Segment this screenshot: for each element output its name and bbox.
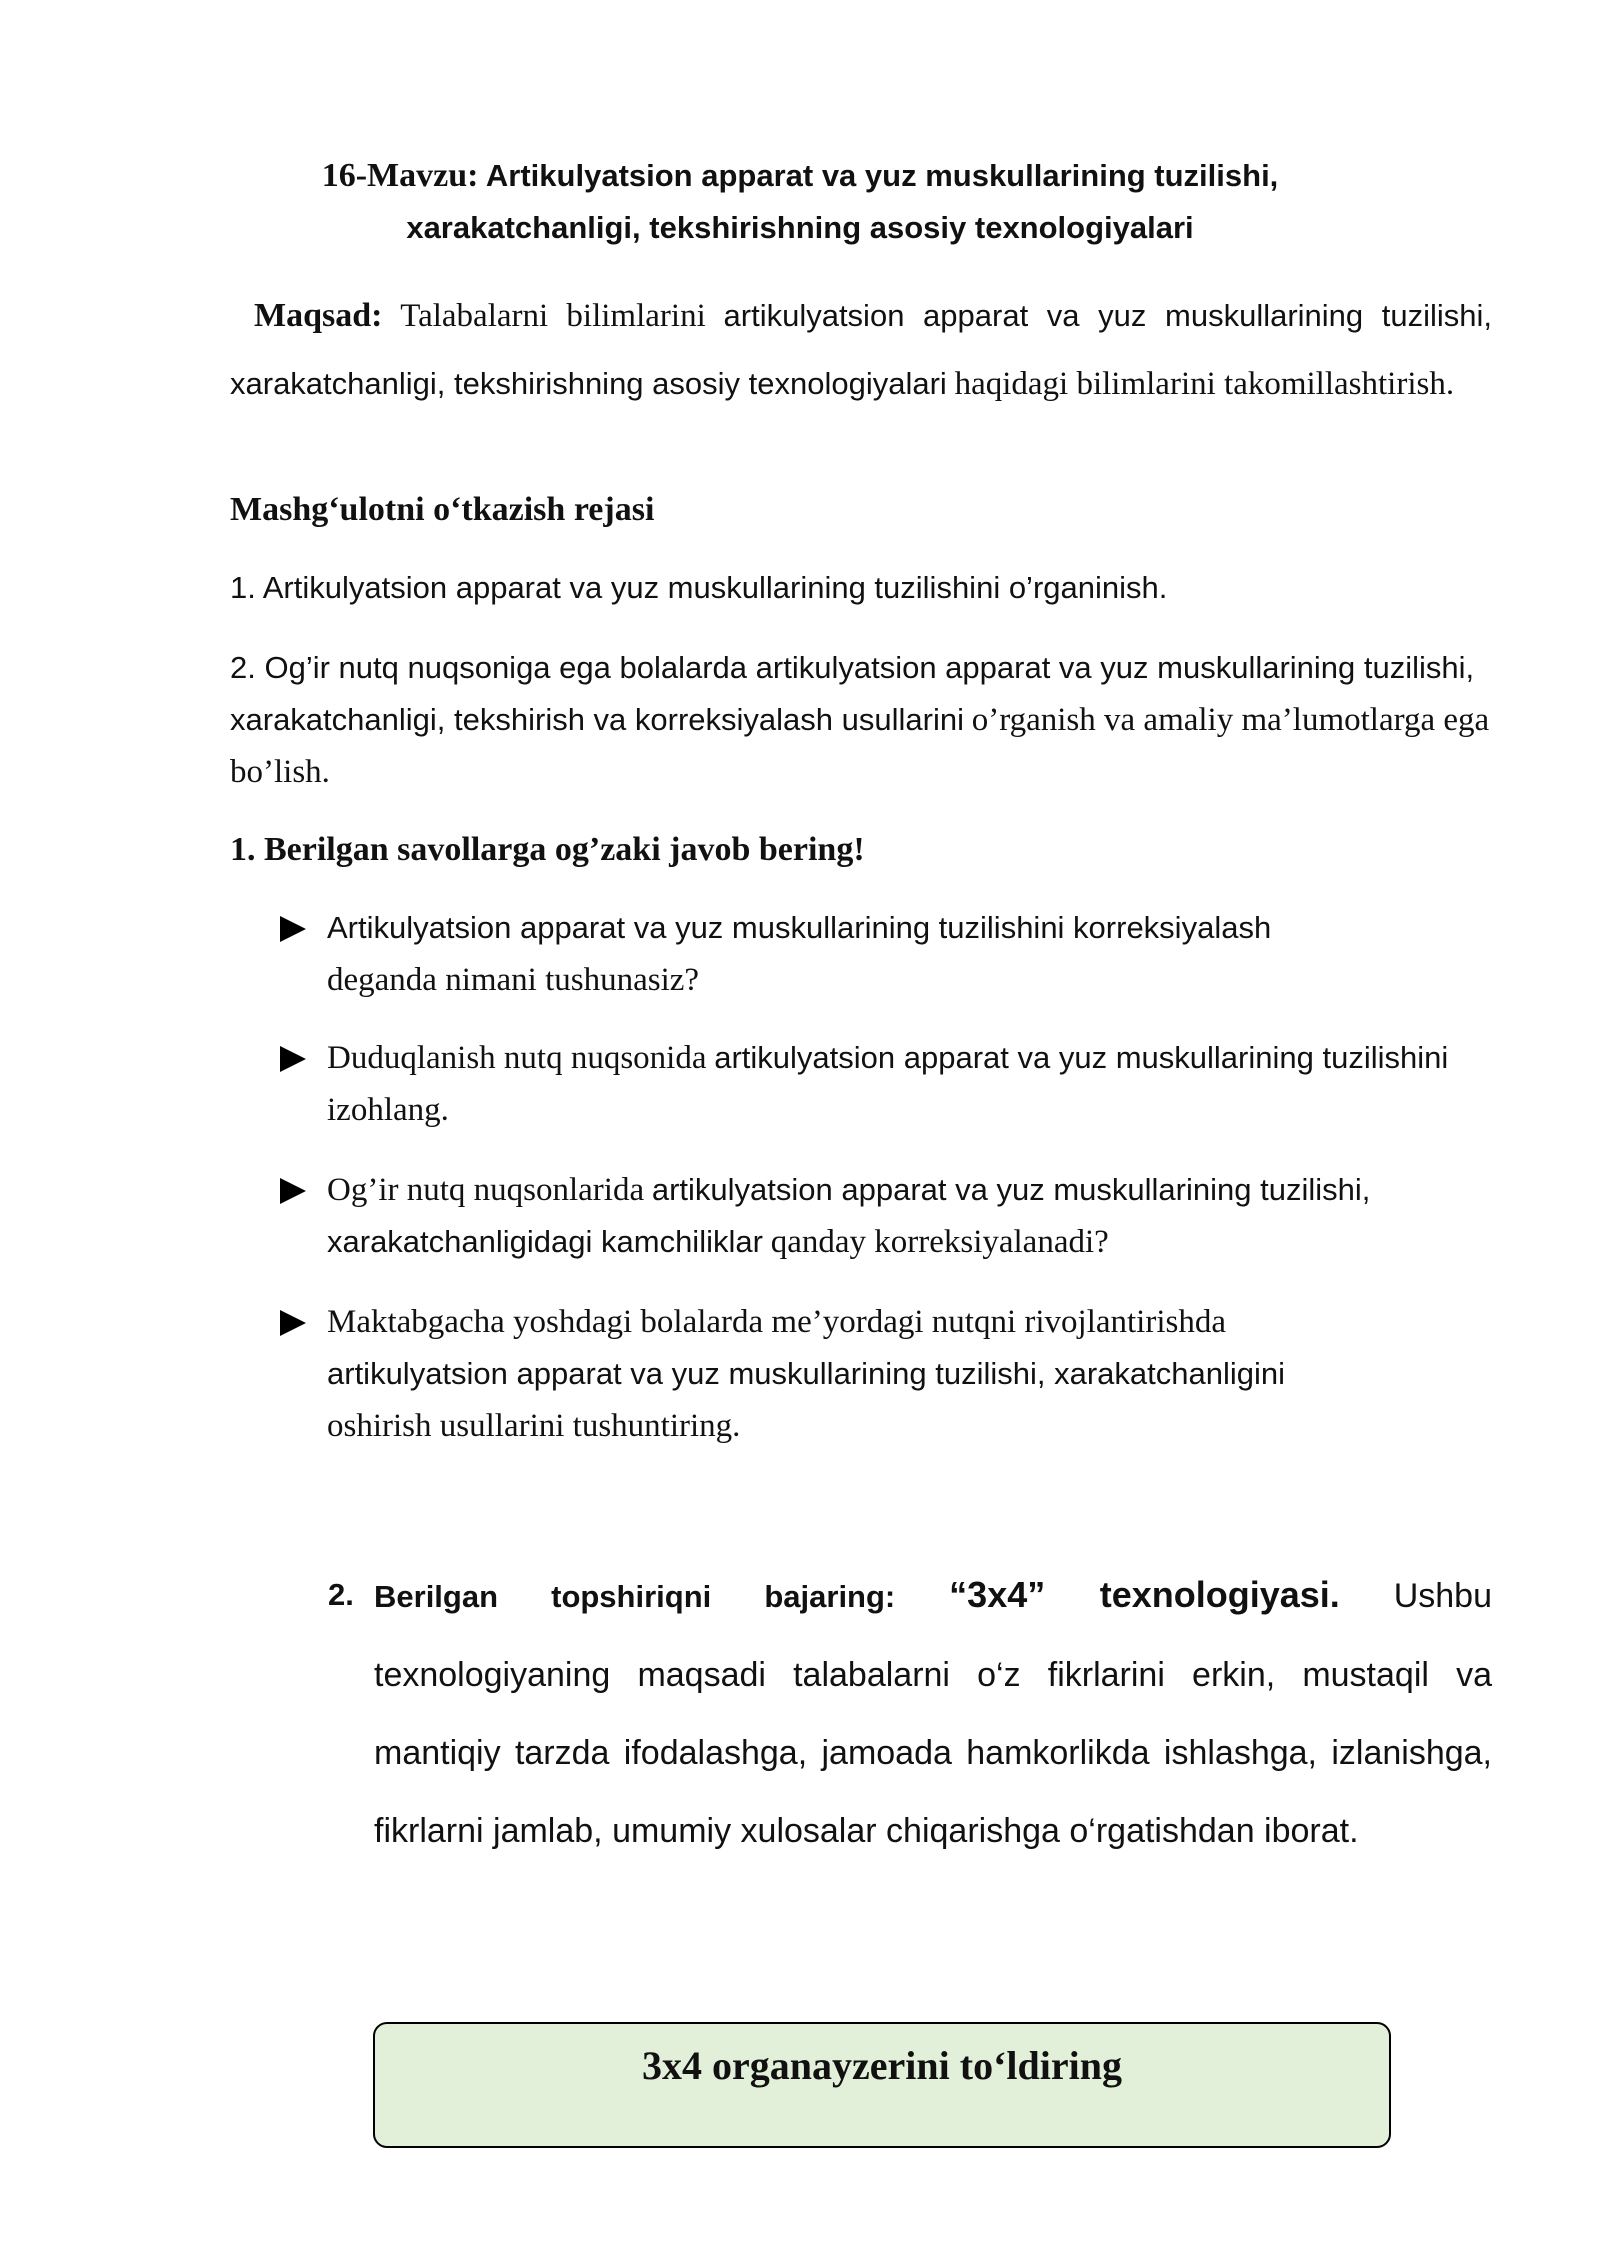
plan-item-2 bbox=[230, 642, 1492, 798]
question-3-text-b: artikulyatsion apparat va yuz muskullarining tuzilishi, xarakatchanligidagi kamchiliklar bbox=[327, 1172, 1371, 1259]
task-text: Ushbu texnologiyaning maqsadi talabalarni o‘z fikrlarini erkin, mustaqil va mantiqiy tarzda ifodalashga, jamoada hamkorlikda ishlashga, izlanishga, fikrlarni jamlab, umumiy xulosalar chiqarishga o‘rgatishdan iborat. bbox=[374, 1577, 1492, 1850]
plan-item-2-text-a: 2. Og’ir nutq nuqsoniga ega bolalarda artikulyatsion apparat va yuz muskullarining tuzilishi, xarakatchanligi, tekshirish va korreksiyalash usullarini bbox=[230, 650, 1475, 737]
question-2-text-b: artikulyatsion apparat va yuz muskullarining tuzilishini bbox=[714, 1040, 1449, 1075]
question-4-text-a: Maktabgacha yoshdagi bolalarda me’yordagi nutqni rivojlantirishda bbox=[327, 1304, 1226, 1340]
question-1-text-a: Artikulyatsion apparat va yuz muskullarining tuzilishini korreksiyalash bbox=[327, 910, 1272, 945]
goal-text-b: artikulyatsion apparat va yuz muskullarining tuzilishi, xarakatchanligi, tekshirishning asosiy texnologiyalari bbox=[230, 298, 1493, 401]
question-2-text-c: izohlang. bbox=[327, 1092, 449, 1128]
bullet-arrow-icon bbox=[280, 1178, 306, 1204]
question-3-text-c: qanday korreksiyalanadi? bbox=[770, 1224, 1109, 1260]
goal-label: Maqsad: bbox=[254, 297, 383, 334]
question-item-4 bbox=[280, 1296, 1490, 1452]
questions-heading: 1. Berilgan savollarga og’zaki javob bering! bbox=[230, 831, 865, 868]
task-technology: “3x4” texnologiyasi. bbox=[949, 1574, 1340, 1615]
bullet-arrow-icon bbox=[280, 1310, 306, 1336]
question-3-text-a: Og’ir nutq nuqsonlarida bbox=[327, 1172, 645, 1208]
plan-heading: Mashg‘ulotni o‘tkazish rejasi bbox=[230, 491, 655, 528]
task-paragraph bbox=[328, 1556, 1492, 1870]
document-title bbox=[230, 150, 1370, 254]
question-item-2 bbox=[280, 1032, 1490, 1136]
question-4-text-c: oshirish usullarini tushuntiring. bbox=[327, 1408, 741, 1444]
task-number: 2. bbox=[328, 1577, 354, 1612]
bullet-arrow-icon bbox=[280, 916, 306, 942]
organizer-title: 3x4 organayzerini to‘ldiring bbox=[642, 2043, 1122, 2088]
question-4-text-b: artikulyatsion apparat va yuz muskullarining tuzilishi, xarakatchanligini bbox=[327, 1356, 1286, 1391]
title-line-1: Artikulyatsion apparat va yuz muskullarining tuzilishi, bbox=[485, 158, 1279, 193]
question-2-text-a: Duduqlanish nutq nuqsonida bbox=[327, 1040, 707, 1076]
organizer-box bbox=[373, 2022, 1391, 2148]
goal-text-a: Talabalarni bilimlarini bbox=[400, 298, 706, 334]
question-item-1 bbox=[280, 902, 1490, 1006]
goal-text-c: haqidagi bilimlarini takomillashtirish. bbox=[954, 366, 1455, 402]
question-item-3 bbox=[280, 1164, 1490, 1268]
title-line-2: xarakatchanligi, tekshirishning asosiy texnologiyalari bbox=[406, 210, 1194, 245]
bullet-arrow-icon bbox=[280, 1046, 306, 1072]
goal-paragraph bbox=[230, 282, 1492, 418]
title-number: 16-Mavzu: bbox=[321, 157, 479, 194]
plan-item-2-text-b: o’rganish va amaliy ma’lumotlarga ega bo’lish. bbox=[230, 702, 1490, 790]
task-lead: Berilgan topshiriqni bajaring: bbox=[374, 1579, 896, 1614]
plan-item-1: 1. Artikulyatsion apparat va yuz muskullarining tuzilishini o’rganinish. bbox=[230, 570, 1168, 605]
question-1-text-b: deganda nimani tushunasiz? bbox=[327, 962, 700, 998]
